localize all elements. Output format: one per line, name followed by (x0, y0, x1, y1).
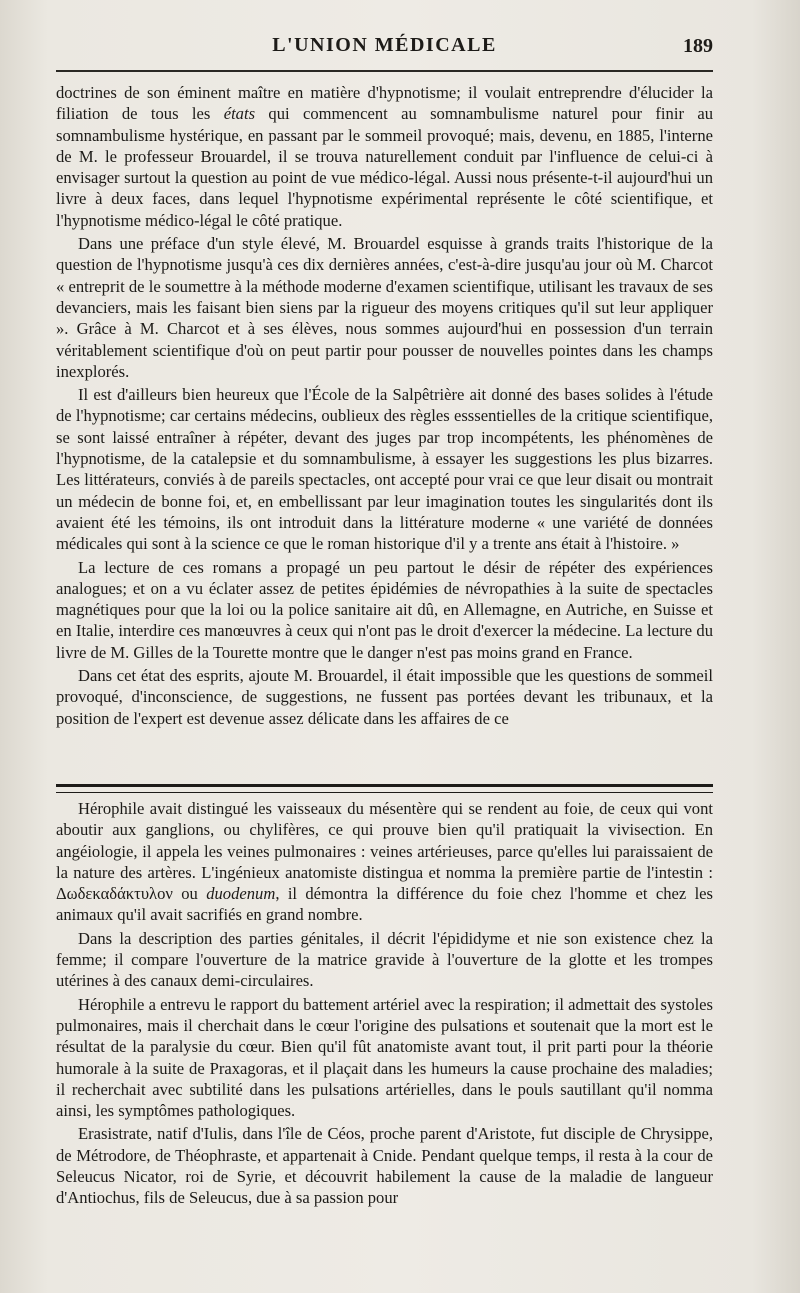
emphasis: états (223, 104, 256, 124)
paragraph: doctrines de son éminent maître en matière d'hypnotisme; il voulait entreprendre d'élucider la filiation de tous les états qui commencent au somnambulisme naturel pour finir au somnambulisme hystérique, en passant par le sommeil provoqué; mais, devenu, en 1885, l'interne de M. le professeur Brouardel, il se trouva naturellement conduit par l'influence de celui-ci à envisager surtout la question au point de vue médico-légal. Aussi nous présente-t-il aujourd'hui un livre à deux faces, dans lequel l'hypnotisme expérimental représente le côté scientifique, et l'hypnotisme médico-légal le côté pratique. (56, 83, 713, 230)
feuilleton-text (56, 798, 713, 1209)
emphasis: duodenum (206, 884, 276, 904)
paragraph: La lecture de ces romans a propagé un peu partout le désir de répéter des expériences analogues; et on a vu éclater assez de petites épidémies de névropathies à la suite de spectacles magnétiques pour que la loi ou la police sanitaire ait dû, en Allemagne, en Autriche, en Suisse et en Italie, interdire ces manœuvres à ceux qui n'ont pas le droit d'exercer la médecine. La lecture du livre de M. Gilles de la Tourette montre que le danger n'est pas moins grand en France. (56, 557, 713, 662)
feuilleton-separator (56, 784, 713, 793)
paragraph: Hérophile avait distingué les vaisseaux du mésentère qui se rendent au foie, de ceux qui vont aboutir aux ganglions, ou chylifères, ce qui prouve bien qu'il pratiquait la vivisection. En angéiologie, il appela les veines pulmonaires : veines artérieuses, parce qu'elles lui paraissaient de la nature des artères. L'ingénieux anatomiste distingua et nomma la première partie de l'intestin : Δωδεκαδάκτυλον ou duodenum, il démontra la différence du foie chez l'homme et chez les animaux qu'il avait sacrifiés en grand nombre. (56, 799, 713, 925)
running-title: L'UNION MÉDICALE (272, 34, 497, 56)
main-text (56, 82, 713, 729)
paragraph: Dans cet état des esprits, ajoute M. Brouardel, il était impossible que les questions de sommeil provoqué, d'inconscience, de suggestions, ne fussent pas portées devant les tribunaux, et la position de l'expert est devenue assez délicate dans les affaires de ce (56, 666, 713, 728)
page-header (56, 34, 713, 64)
paragraph: Erasistrate, natif d'Iulis, dans l'île de Céos, proche parent d'Aristote, fut disciple de Chrysippe, de Métrodore, de Théophraste, et appartenait à Cnide. Pendant quelque temps, il resta à la cour de Seleucus Nicator, roi de Syrie, et découvrit habilement la cause de la maladie de langueur d'Antiochus, fils de Seleucus, due à sa passion pour (56, 1124, 713, 1208)
header-rule (56, 70, 713, 72)
paragraph: Il est d'ailleurs bien heureux que l'École de la Salpêtrière ait donné des bases solides à l'étude de l'hypnotisme; car certains médecins, oublieux des règles esssentielles de la critique scientifique, se sont laissé entraîner à répéter, devant des juges par trop incompétents, les phénomènes de l'hypnotisme, de la catalepsie et du somnambulisme, à essayer les suggestions les plus bizarres. Les littérateurs, conviés à de pareils spectacles, ont accepté pour vrai ce que leur disait ou montrait un médecin de bonne foi, et, en embellissant par leur imagination toutes les singularités dont ils avaient été les témoins, ils ont introduit dans la littérature moderne « une variété de données médicales qui sont à la science ce que le roman historique d'il y a trente ans était à l'histoire. » (56, 385, 713, 554)
greek-word: Δωδεκαδάκτυλον (56, 884, 173, 904)
paragraph: Dans une préface d'un style élevé, M. Brouardel esquisse à grands traits l'historique de la question de l'hypnotisme jusqu'à ces dix dernières années, c'est-à-dire jusqu'au jour où M. Charcot « entreprit de le soumettre à la méthode moderne d'examen scientifique, utilisant les travaux de ses devanciers, mais les faisant bien siens par la rigueur des moyens critiques qu'il sut leur appliquer ». Grâce à M. Charcot et à ses élèves, nous sommes aujourd'hui en possession d'un terrain véritablement scientifique d'où on peut partir pour pousser de nouvelles pointes dans les champs inexplorés. (56, 234, 713, 381)
paragraph: Dans la description des parties génitales, il décrit l'épididyme et nie son existence chez la femme; il compare l'ouverture de la matrice gravide à l'ouverture de la glotte et les trompes utérines à des canaux demi-circulaires. (56, 928, 713, 991)
page-number: 189 (683, 35, 713, 57)
paragraph: Hérophile a entrevu le rapport du battement artériel avec la respiration; il admettait des systoles pulmonaires, mais il cherchait dans le cœur l'origine des pulsations et soutenait que la mort est le résultat de la paralysie du cœur. Bien qu'il fût anatomiste avant tout, il prit parti pour la théorie humorale à la suite de Praxagoras, et il plaçait dans les humeurs la cause prochaine des maladies; il recherchait avec subtilité dans les pulsations artérielles, dans le pouls sautillant qu'il nomma ainsi, les symptômes pathologiques. (56, 994, 713, 1121)
